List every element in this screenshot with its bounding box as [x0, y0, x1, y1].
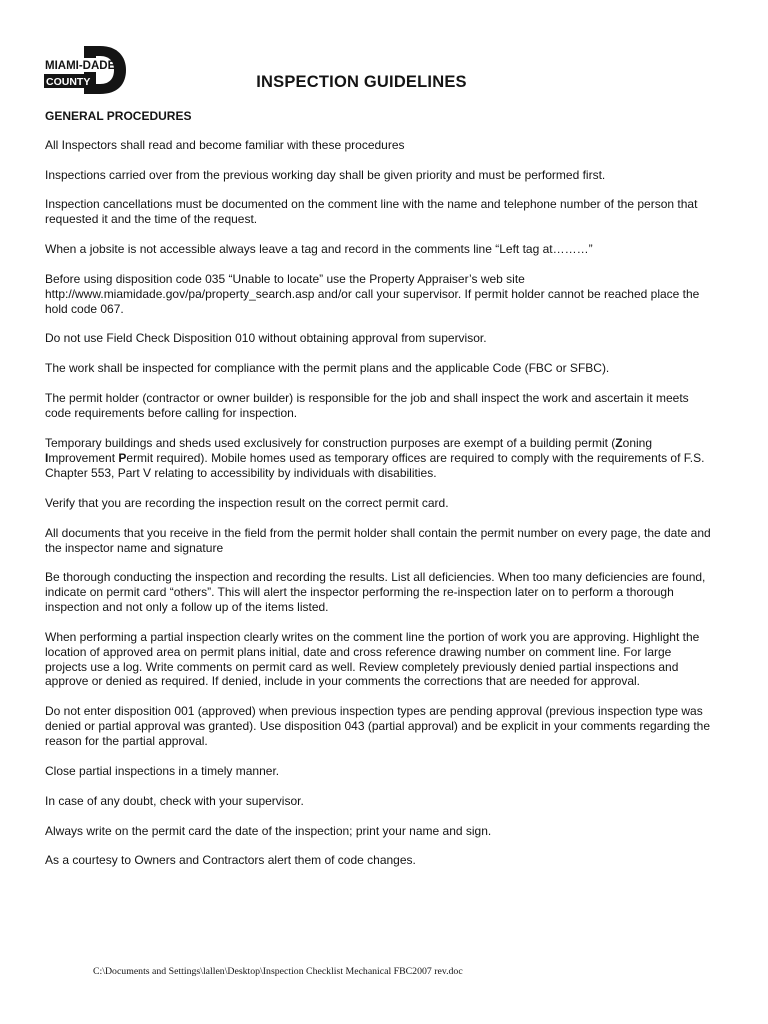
paragraph	[45, 764, 745, 779]
text-line: All documents that you receive in the field from the permit holder shall contain the permit number on every page, the date and	[45, 526, 711, 540]
page-title: INSPECTION GUIDELINES	[256, 73, 467, 91]
bold-initial: I	[45, 450, 49, 465]
text-line: requested it and the time of the request.	[45, 211, 258, 226]
text-line: The work shall be inspected for compliance with the permit plans and the applicable Code (FBC or SFBC).	[45, 361, 610, 375]
text-line: The permit holder (contractor or owner builder) is responsible for the job and shall inspect the work and ascertain it meets	[45, 391, 689, 405]
paragraph	[45, 436, 745, 480]
logo-line2: COUNTY	[46, 76, 91, 88]
paragraph	[45, 272, 745, 316]
text-line: indicate on permit card “others”. This will alert the inspector performing the re-inspection later on to perform a thorough	[45, 584, 674, 599]
text-line: projects use a log. Write comments on permit card as well. Review completely previously denied partial inspections and	[45, 659, 679, 674]
text-line: When performing a partial inspection clearly writes on the comment line the portion of work you are approving. Highlight the	[45, 630, 700, 644]
text-line: Do not enter disposition 001 (approved) when previous inspection types are pending approval (previous inspection type was	[45, 704, 703, 718]
paragraph	[45, 570, 745, 614]
paragraph	[45, 168, 745, 183]
paragraph	[45, 704, 745, 748]
logo-line1: MIAMI-DADE	[45, 60, 116, 72]
text-line	[45, 451, 745, 466]
text-line: Chapter 553, Part V relating to accessibility by individuals with disabilities.	[45, 465, 437, 480]
text-line: denied or partial approval was granted). Use disposition 043 (partial approval) and be explicit in your comments regarding the	[45, 718, 711, 733]
text-line: approve or denied as required. If denied, include in your comments the corrections that are needed for approval.	[45, 674, 641, 689]
section-heading: GENERAL PROCEDURES	[45, 109, 192, 123]
text-line: Close partial inspections in a timely manner.	[45, 764, 280, 778]
paragraph	[45, 496, 745, 511]
text-line: In case of any doubt, check with your supervisor.	[45, 794, 304, 808]
text-run: mprovement	[48, 450, 119, 465]
text-line: hold code 067.	[45, 301, 124, 316]
text-line: Before using disposition code 035 “Unable to locate” use the Property Appraiser’s web site	[45, 272, 525, 286]
text-line: the inspector name and signature	[45, 540, 224, 555]
text-line: Verify that you are recording the inspection result on the correct permit card.	[45, 496, 449, 510]
text-line: inspection and not only a follow up of the items listed.	[45, 599, 329, 614]
text-line	[45, 436, 745, 451]
paragraph	[45, 630, 745, 689]
text-run: Temporary buildings and sheds used exclusively for construction purposes are exempt of a building permit (	[45, 436, 616, 450]
paragraph	[45, 526, 745, 556]
paragraph	[45, 853, 745, 868]
footer-file-path: C:\Documents and Settings\lallen\Desktop\Inspection Checklist Mechanical FBC2007 rev.doc	[93, 966, 463, 977]
paragraph	[45, 391, 745, 421]
text-line: All Inspectors shall read and become familiar with these procedures	[45, 138, 405, 152]
text-line: code requirements before calling for inspection.	[45, 405, 298, 420]
text-line: When a jobsite is not accessible always leave a tag and record in the comments line “Left tag at………”	[45, 242, 593, 256]
text-line: Inspection cancellations must be documented on the comment line with the name and telephone number of the person that	[45, 197, 698, 211]
paragraph	[45, 361, 745, 376]
text-line: Be thorough conducting the inspection and recording the results. List all deficiencies. When too many deficiencies are found,	[45, 570, 706, 584]
paragraph	[45, 331, 745, 346]
text-run: oning	[622, 436, 653, 450]
text-line: reason for the partial approval.	[45, 733, 208, 748]
text-line: Do not use Field Check Disposition 010 without obtaining approval from supervisor.	[45, 331, 487, 345]
text-line: http://www.miamidade.gov/pa/property_search.asp and/or call your supervisor. If permit holder cannot be reached place the	[45, 286, 700, 301]
paragraph	[45, 242, 745, 257]
text-line: As a courtesy to Owners and Contractors alert them of code changes.	[45, 853, 416, 867]
bold-initial: P	[118, 450, 127, 465]
bold-initial: Z	[615, 436, 623, 450]
text-line: Inspections carried over from the previous working day shall be given priority and must be performed first.	[45, 168, 606, 182]
text-line: Always write on the permit card the date of the inspection; print your name and sign.	[45, 824, 492, 838]
text-run: ermit required). Mobile homes used as temporary offices are required to comply with the requirements of F.S.	[126, 450, 705, 465]
paragraph	[45, 794, 745, 809]
paragraph	[45, 824, 745, 839]
text-line: location of approved area on permit plans initial, date and cross reference drawing number on comment line. For large	[45, 644, 672, 659]
paragraph	[45, 138, 745, 153]
paragraph	[45, 197, 745, 227]
